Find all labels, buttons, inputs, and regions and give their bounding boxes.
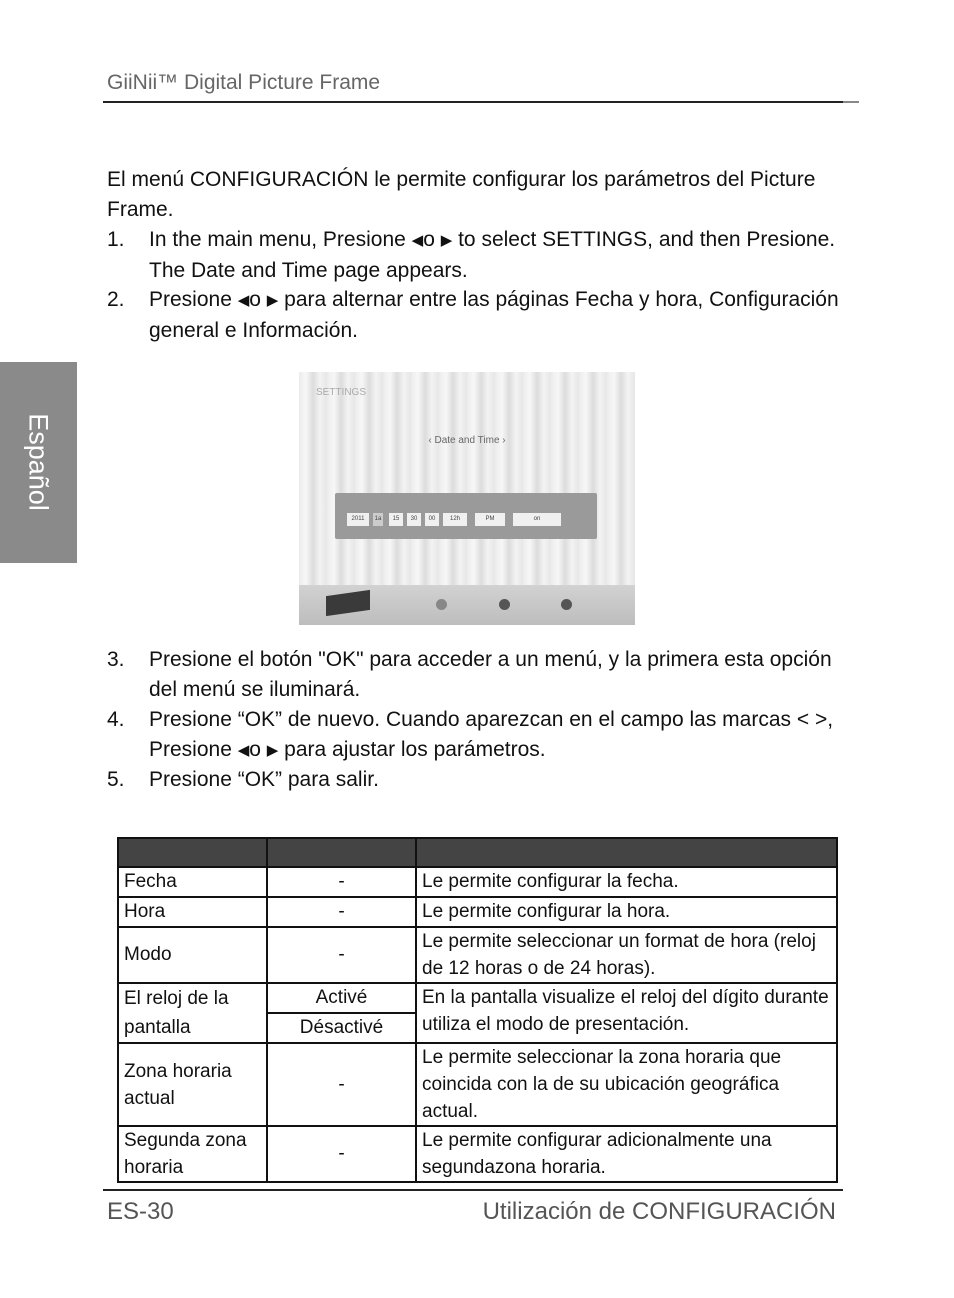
header-rule xyxy=(103,101,843,103)
value-cell: - xyxy=(267,867,416,897)
header-rule-end xyxy=(843,101,859,103)
left-arrow-icon: ◀ xyxy=(237,742,250,759)
description-cell: Le permite configurar la hora. xyxy=(416,897,837,927)
screenshot-button-icon xyxy=(561,599,572,610)
option-cell: Segunda zona horaria xyxy=(118,1126,267,1182)
screenshot-field: 30 xyxy=(407,513,421,526)
language-tab-label: Español xyxy=(23,413,54,511)
value-cell: - xyxy=(267,897,416,927)
value-cell: Activé xyxy=(267,983,416,1013)
table-header-cell xyxy=(267,838,416,867)
screenshot-date-time-bar xyxy=(335,493,597,539)
option-cell: Hora xyxy=(118,897,267,927)
step-number: 4. xyxy=(107,708,125,731)
screenshot-logo xyxy=(326,590,370,616)
step-text: Presione ◀o ▶ para alternar entre las páginas Fecha y hora, Configuración general e Información. xyxy=(149,288,839,342)
step-number: 3. xyxy=(107,648,125,671)
page-number: ES-30 xyxy=(107,1198,174,1225)
description-cell: Le permite seleccionar un format de hora (reloj de 12 horas o de 24 horas). xyxy=(416,927,837,983)
screenshot-page-label: ‹ Date and Time › xyxy=(428,435,506,446)
option-cell: El reloj de la pantalla xyxy=(118,983,267,1043)
header-title: GiiNii™ Digital Picture Frame xyxy=(107,71,381,94)
left-arrow-icon: ◀ xyxy=(237,292,250,309)
value-cell: - xyxy=(267,927,416,983)
step-text: Presione el botón "OK" para acceder a un menú, y la primera esta opción del menú se iluminará. xyxy=(149,648,832,701)
screenshot-field: PM xyxy=(475,513,505,526)
table-row xyxy=(118,897,837,927)
table-header-cell xyxy=(118,838,267,867)
screenshot-home-icon xyxy=(436,599,447,610)
screenshot-field: 15 xyxy=(389,513,403,526)
option-cell: Fecha xyxy=(118,867,267,897)
value-cell: - xyxy=(267,1043,416,1126)
option-cell: Zona horaria actual xyxy=(118,1043,267,1126)
step-number: 5. xyxy=(107,768,125,791)
description-cell: Le permite seleccionar la zona horaria que coincida con la de su ubicación geográfica actual. xyxy=(416,1043,837,1126)
settings-screenshot xyxy=(299,372,635,625)
right-arrow-icon: ▶ xyxy=(266,292,279,309)
value-cell: - xyxy=(267,1126,416,1182)
step-text: Presione “OK” para salir. xyxy=(149,768,379,791)
table-header-cell xyxy=(416,838,837,867)
right-arrow-icon: ▶ xyxy=(440,232,453,249)
table-row xyxy=(118,983,837,1013)
step-text: In the main menu, Presione ◀o ▶ to select SETTINGS, and then Presione. The Date and Time page appears. xyxy=(149,228,836,282)
table-row xyxy=(118,1043,837,1126)
section-title: Utilización de CONFIGURACIÓN xyxy=(482,1198,836,1225)
description-cell: Le permite configurar la fecha. xyxy=(416,867,837,897)
description-cell: En la pantalla visualize el reloj del dígito durante utiliza el modo de presentación. xyxy=(416,983,837,1043)
screenshot-bottom-bar xyxy=(299,585,635,625)
description-cell: Le permite configurar adicionalmente una segundazona horaria. xyxy=(416,1126,837,1182)
intro-paragraph: El menú CONFIGURACIÓN le permite configurar los parámetros del Picture Frame. xyxy=(107,168,816,221)
screenshot-button-icon xyxy=(499,599,510,610)
right-arrow-icon: ▶ xyxy=(266,742,279,759)
settings-table xyxy=(117,837,838,1183)
table-header-row xyxy=(118,838,837,867)
screenshot-title: SETTINGS xyxy=(316,387,367,398)
option-cell: Modo xyxy=(118,927,267,983)
step-number: 1. xyxy=(107,228,125,251)
step-number: 2. xyxy=(107,288,125,311)
table-row xyxy=(118,1126,837,1182)
value-cell: Désactivé xyxy=(267,1013,416,1043)
table-row xyxy=(118,927,837,983)
step-text: Presione “OK” de nuevo. Cuando aparezcan en el campo las marcas < >, Presione ◀o ▶ para ajustar los parámetros. xyxy=(149,705,849,766)
screenshot-field: 12h xyxy=(443,513,467,526)
left-arrow-icon: ◀ xyxy=(411,232,424,249)
screenshot-field: 00 xyxy=(425,513,439,526)
table-row xyxy=(118,867,837,897)
screenshot-field: on xyxy=(513,513,561,526)
screenshot-field: 1a xyxy=(373,513,383,526)
footer-rule xyxy=(103,1189,843,1191)
screenshot-field: 2011 xyxy=(347,513,369,526)
